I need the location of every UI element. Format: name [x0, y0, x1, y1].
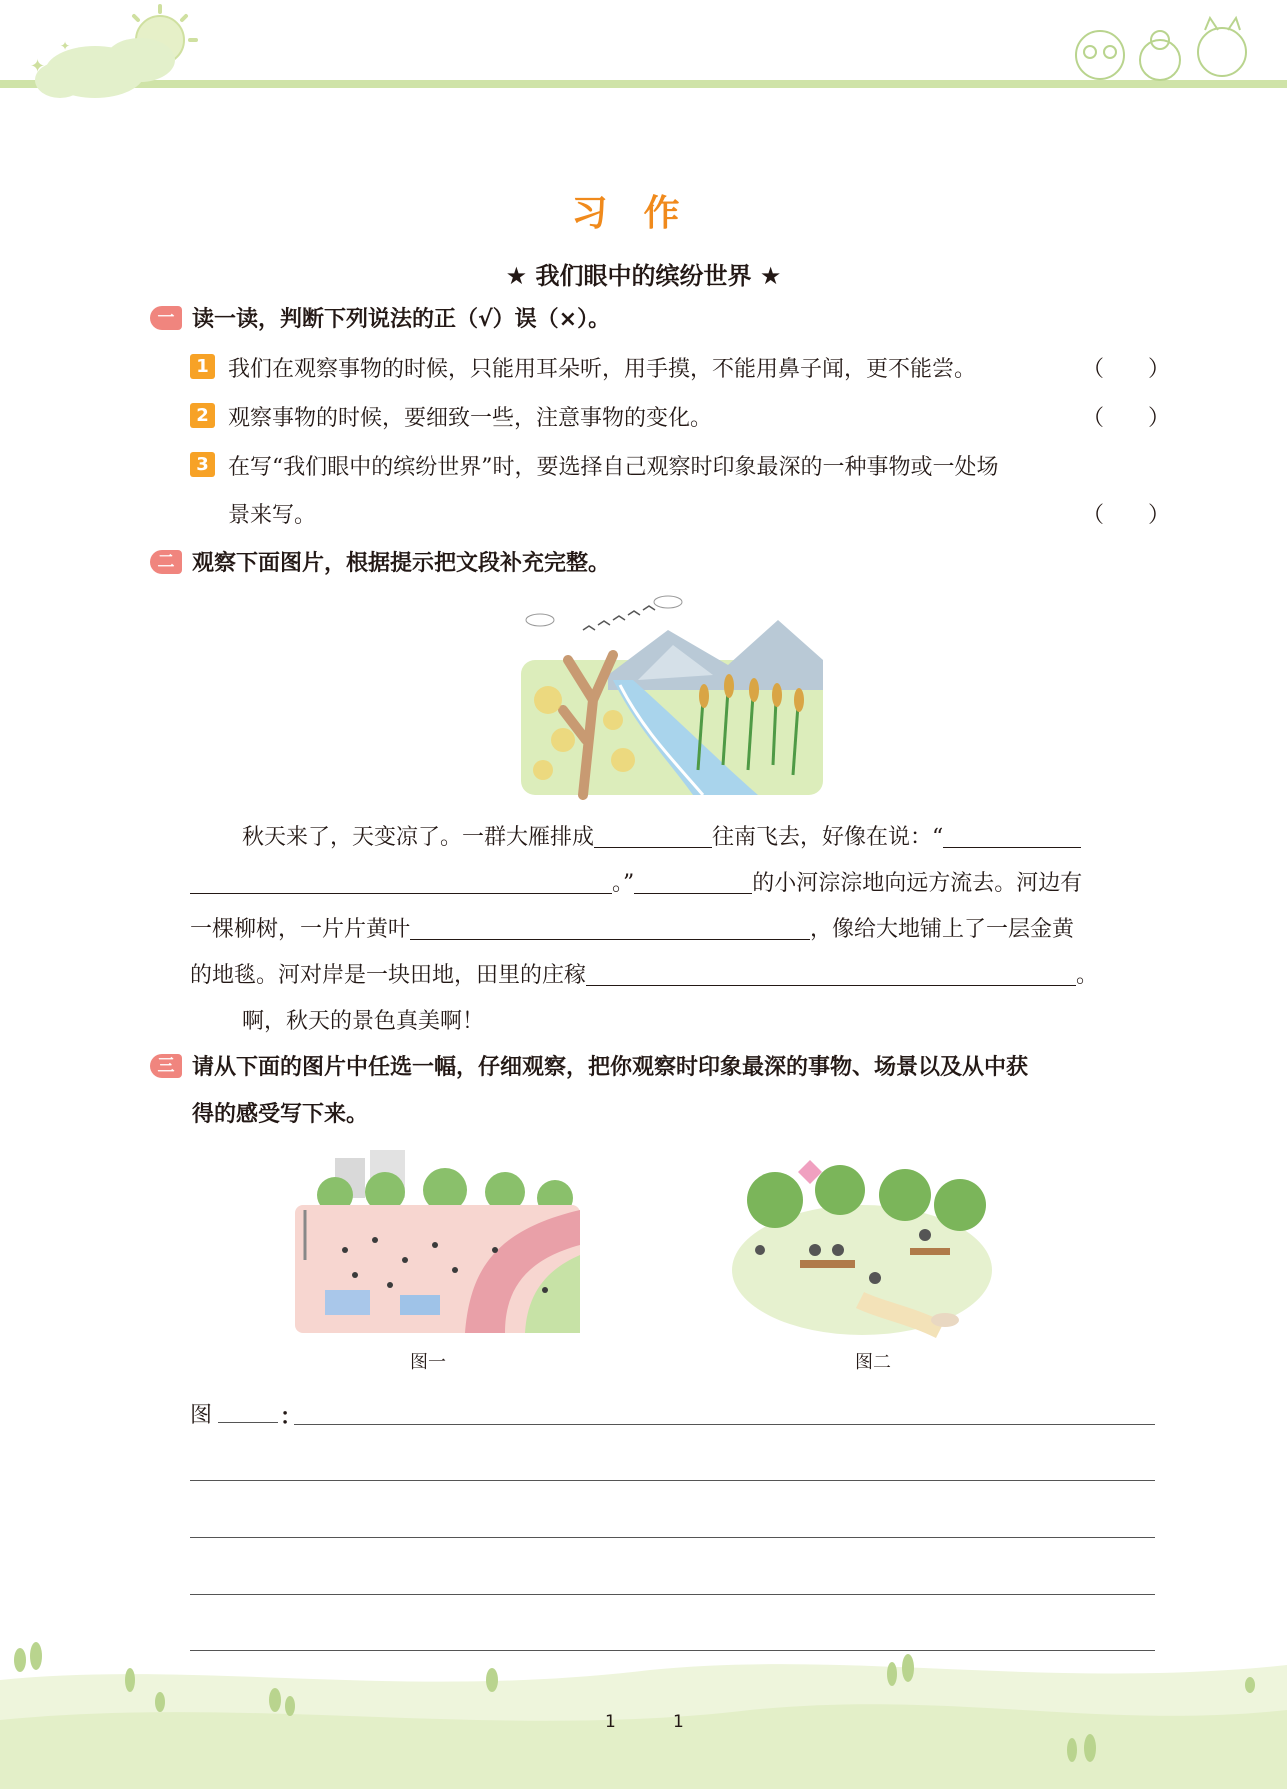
question-2-number: 2	[190, 403, 215, 428]
section-1-instruction: 读一读，判断下列说法的正（√）误（×）。	[192, 307, 611, 332]
question-2-answer-box[interactable]: （ ）	[1082, 406, 1171, 431]
fill-blank-2[interactable]	[943, 825, 1081, 848]
section-1-badge: 一	[150, 306, 182, 330]
section-2-instruction: 观察下面图片，根据提示把文段补充完整。	[192, 551, 611, 576]
fill-blank-5[interactable]	[586, 963, 1076, 986]
picture-choice-blank[interactable]	[218, 1422, 278, 1423]
passage-text: 。	[1076, 963, 1099, 988]
question-3-answer-box[interactable]: （ ）	[1082, 503, 1171, 528]
footer-hills-decoration	[0, 1640, 1287, 1789]
question-2-text: 观察事物的时候，要细致一些，注意事物的变化。	[228, 406, 713, 431]
cloud-icon	[35, 38, 175, 98]
question-3-number: 3	[190, 452, 215, 477]
svg-text:✦: ✦	[30, 56, 46, 77]
question-1-text: 我们在观察事物的时候，只能用耳朵听，用手摸，不能用鼻子闻，更不能尝。	[228, 357, 977, 382]
fill-blank-1[interactable]	[594, 825, 712, 848]
fill-blank-4[interactable]	[410, 917, 810, 940]
writing-line-1[interactable]	[294, 1424, 1155, 1425]
page-number-right: 1	[673, 1712, 684, 1732]
autumn-scene-illustration	[518, 590, 828, 800]
picture-2-caption: 图二	[855, 1352, 891, 1373]
svg-text:✦: ✦	[60, 39, 71, 53]
passage-line-2	[190, 866, 1082, 897]
page-number-left: 1	[605, 1712, 616, 1732]
passage-line-5: 啊，秋天的景色真美啊！	[242, 1009, 485, 1034]
passage-text: 的小河淙淙地向远方流去。河边有	[752, 871, 1083, 896]
page-title: 习作	[571, 193, 716, 234]
question-1-number: 1	[190, 354, 215, 379]
writing-line-2[interactable]	[190, 1480, 1155, 1481]
section-3-badge: 三	[150, 1054, 182, 1078]
fill-blank-2-continued[interactable]	[190, 871, 612, 894]
question-3-text-continued: 景来写。	[228, 503, 317, 528]
question-3-text: 在写“我们眼中的缤纷世界”时，要选择自己观察时印象最深的一种事物或一处场	[228, 455, 999, 480]
question-1-answer-box[interactable]: （ ）	[1082, 357, 1171, 382]
section-3-instruction-line-1: 请从下面的图片中任选一幅，仔细观察，把你观察时印象最深的事物、场景以及从中获	[192, 1055, 1029, 1080]
write-picture-label: 图	[190, 1403, 213, 1428]
section-3-instruction-line-2: 得的感受写下来。	[192, 1102, 369, 1127]
passage-line-4	[190, 958, 1098, 989]
passage-text: 秋天来了，天变凉了。一群大雁排成	[242, 825, 595, 850]
header-decoration	[0, 0, 1287, 120]
section-2-badge: 二	[150, 550, 182, 574]
passage-line-1	[242, 820, 1081, 851]
passage-text: ，像给大地铺上了一层金黄	[810, 917, 1075, 942]
animal-faces-icon	[1076, 18, 1246, 80]
page-subtitle: ★ 我们眼中的缤纷世界 ★	[505, 262, 782, 290]
writing-line-4[interactable]	[190, 1594, 1155, 1595]
passage-line-3	[190, 912, 1074, 943]
fill-blank-3[interactable]	[634, 871, 752, 894]
passage-text: 往南飞去，好像在说：“	[712, 825, 944, 850]
picture-1-playground[interactable]	[295, 1150, 580, 1335]
passage-text: 。”	[612, 871, 635, 896]
picture-2-park[interactable]	[730, 1150, 995, 1340]
passage-text: 的地毯。河对岸是一块田地，田里的庄稼	[190, 963, 587, 988]
writing-line-3[interactable]	[190, 1537, 1155, 1538]
passage-text: 一棵柳树，一片片黄叶	[190, 917, 411, 942]
write-colon: ：	[280, 1404, 303, 1430]
picture-1-caption: 图一	[410, 1352, 446, 1373]
